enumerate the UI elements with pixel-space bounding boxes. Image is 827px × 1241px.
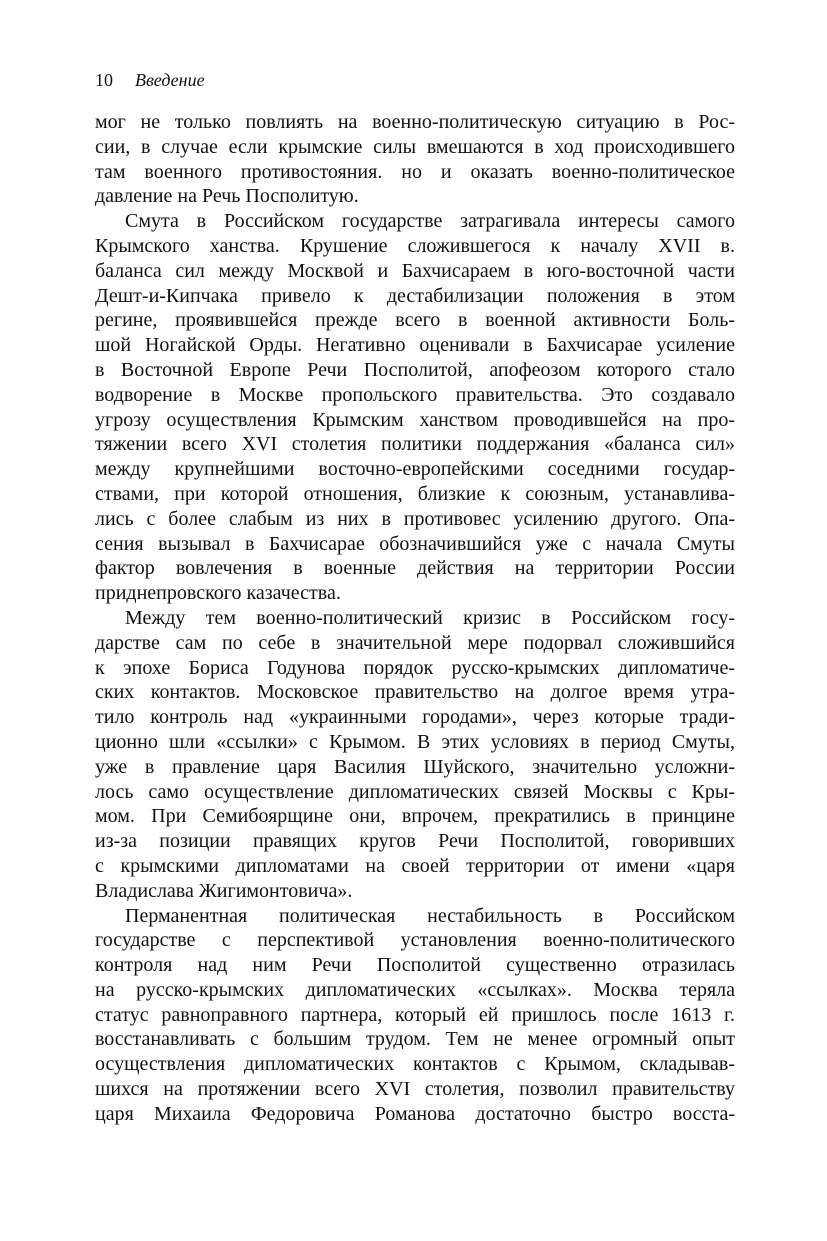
text-line: регине, проявившейся прежде всего в военной активности Боль- <box>95 309 735 332</box>
text-line: Крымского ханства. Крушение сложившегося к началу XVII в. <box>95 234 735 257</box>
text-line: угрозу осуществления Крымским ханством проводившейся на про- <box>95 408 735 431</box>
text-line: Смута в Российском государстве затрагивала интересы самого <box>125 210 735 233</box>
running-head <box>95 68 735 92</box>
paragraph <box>95 110 735 209</box>
text-line: дарстве сам по себе в значительной мере подорвал сложившийся <box>95 631 735 654</box>
text-line: мог не только повлиять на военно-политическую ситуацию в Рос- <box>95 111 735 133</box>
text-line: давление на Речь Посполитую. <box>95 185 359 208</box>
text-line: сии, в случае если крымские силы вмешаются в ход происходившего <box>95 135 735 158</box>
text-line: в Восточной Европе Речи Посполитой, апофеозом которого стало <box>95 358 735 381</box>
text-line: государстве с перспективой установления военно-политического <box>95 929 735 952</box>
text-line: приднепровского казачества. <box>95 582 341 605</box>
paragraph <box>95 904 735 1127</box>
text-line: Перманентная политическая нестабильность в Российском <box>125 904 735 927</box>
paragraph <box>95 606 735 904</box>
text-line: Между тем военно-политический кризис в Российском госу- <box>125 606 735 629</box>
page-number: 10 <box>95 70 113 90</box>
text-line: фактор вовлечения в военные действия на территории России <box>95 557 735 580</box>
body-text <box>95 110 735 1127</box>
text-line: тяжении всего XVI столетия политики поддержания «баланса сил» <box>95 433 735 456</box>
text-line: ционно шли «ссылки» с Крымом. В этих условиях в период Смуты, <box>95 730 735 753</box>
text-line: с крымскими дипломатами на своей территории от имени «царя <box>95 854 735 877</box>
text-line: лось само осуществление дипломатических связей Москвы с Кры- <box>95 780 735 803</box>
paragraph <box>95 209 735 606</box>
text-line: уже в правление царя Василия Шуйского, значительно усложни- <box>95 755 735 778</box>
text-line: статус равноправного партнера, который ей пришлось после 1613 г. <box>95 1003 735 1026</box>
text-line: к эпохе Бориса Годунова порядок русско-крымских дипломатиче- <box>95 656 735 679</box>
text-line: на русско-крымских дипломатических «ссылках». Москва теряла <box>95 978 735 1001</box>
text-line: восстанавливать с большим трудом. Тем не менее огромный опыт <box>95 1028 735 1051</box>
section-title: Введение <box>135 70 205 90</box>
book-page <box>95 68 735 1127</box>
text-line: шихся на протяжении всего XVI столетия, позволил правительству <box>95 1078 735 1101</box>
text-line: водворение в Москве пропольского правительства. Это создавало <box>95 383 735 406</box>
text-line: там военного противостояния. но и оказать военно-политическое <box>95 160 735 183</box>
text-line: мом. При Семибоярщине они, впрочем, прекратились в принцине <box>95 805 735 828</box>
text-line: контроля над ним Речи Посполитой существенно отразилась <box>95 954 735 977</box>
text-line: ствами, при которой отношения, близкие к союзным, устанавлива- <box>95 482 735 505</box>
text-line: баланса сил между Москвой и Бахчисараем в юго-восточной части <box>95 259 735 282</box>
text-line: осуществления дипломатических контактов с Крымом, складывав- <box>95 1053 735 1076</box>
text-line: шой Ногайской Орды. Негативно оценивали в Бахчисарае усиление <box>95 334 735 357</box>
text-line: между крупнейшими восточно-европейскими соседними государ- <box>95 458 735 481</box>
text-line: из-за позиции правящих кругов Речи Посполитой, говоривших <box>95 830 735 853</box>
text-line: Владислава Жигимонтовича». <box>95 879 353 902</box>
text-line: царя Михаила Федоровича Романова достаточно быстро восста- <box>95 1102 735 1125</box>
text-line: тило контроль над «украинными городами», через которые тради- <box>95 706 735 729</box>
text-line: сения вызывал в Бахчисарае обозначившийся уже с начала Смуты <box>95 532 735 555</box>
text-line: ских контактов. Московское правительство на долгое время утра- <box>95 681 735 704</box>
text-line: Дешт-и-Кипчака привело к дестабилизации положения в этом <box>95 284 735 307</box>
text-line: лись с более слабым из них в противовес усилению другого. Опа- <box>95 507 735 530</box>
